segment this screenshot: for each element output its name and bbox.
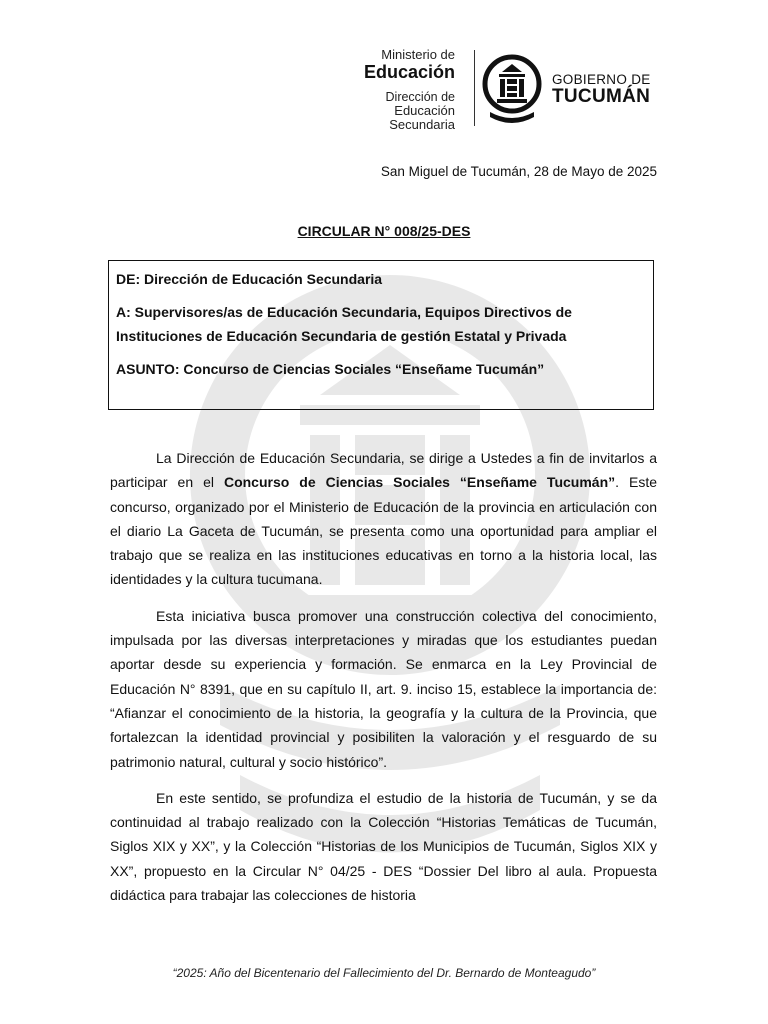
circular-title: CIRCULAR N° 008/25-DES [297,223,471,239]
ministry-line1: Ministerio de [381,47,455,62]
paragraph-1-text-a: La Dirección de Educación Secundaria, se dirige a Ustedes a fin de invitarlos a participar en el [110,450,657,491]
to-line: A: Supervisores/as de Educación Secundaria, Equipos Directivos de Instituciones de Educación Secundaria de gestión Estatal y Privada [116,304,572,344]
footer-motto: “2025: Año del Bicentenario del Fallecimiento del Dr. Bernardo de Monteagudo” [172,966,596,980]
document-body [110,446,657,919]
paragraph-3: En este sentido, se profundiza el estudio de la historia de Tucumán, y se da continuidad al trabajo realizado con la Colección “Historias Temáticas de Tucumán, Siglos XIX y XX”, y la Colección “Historias de los Municipios de Tucumán, Siglos XIX y XX”, propuesto en la Circular N° 04/25 - DES “Dossier Del libro al aula. Propuesta didáctica para trabajar las colecciones de historia [110,789,657,904]
gov-line1: GOBIERNO DE [552,72,651,87]
ministry-line2: Educación [363,62,455,82]
paragraph-1 [110,446,657,592]
from-line: DE: Dirección de Educación Secundaria [116,271,383,287]
header-box [108,260,654,410]
header-divider [474,50,475,126]
direction-line2: Educación Secundaria [389,103,455,132]
letterhead [330,46,660,132]
document-date: San Miguel de Tucumán, 28 de Mayo de 2025 [380,164,657,179]
provincial-crest-icon [482,52,542,130]
gov-line2: TUCUMÁN [552,86,651,107]
direction-line1: Dirección de [385,90,455,104]
paragraph-1-text-b: . Este concurso, organizado por el Ministerio de Educación de la provincia en articulación con el diario La Gaceta de Tucumán, se presenta como una oportunidad para ampliar el trabajo que se realiza en las instituciones educativas en torno a la historia local, las identidades y la cultura tucumana. [110,474,657,588]
contest-name: Concurso de Ciencias Sociales “Enseñame Tucumán” [223,474,616,491]
subject-line: ASUNTO: Concurso de Ciencias Sociales “Enseñame Tucumán” [116,361,545,377]
paragraph-2: Esta iniciativa busca promover una construcción colectiva del conocimiento, impulsada por las diversas interpretaciones y miradas que los estudiantes puedan aportar desde su experiencia y formación. Se enmarca en la Ley Provincial de Educación N° 8391, que en su capítulo II, art. 9. inciso 15, establece la importancia de: “Afianzar el conocimiento de la historia, la geografía y la cultura de la Provincia, que fortalezcan la identidad provincial y posibiliten la valoración y el resguardo de su patrimonio natural, cultural y socio histórico”. [110,607,657,770]
ministry-logo [330,48,455,132]
government-logo [552,72,651,107]
